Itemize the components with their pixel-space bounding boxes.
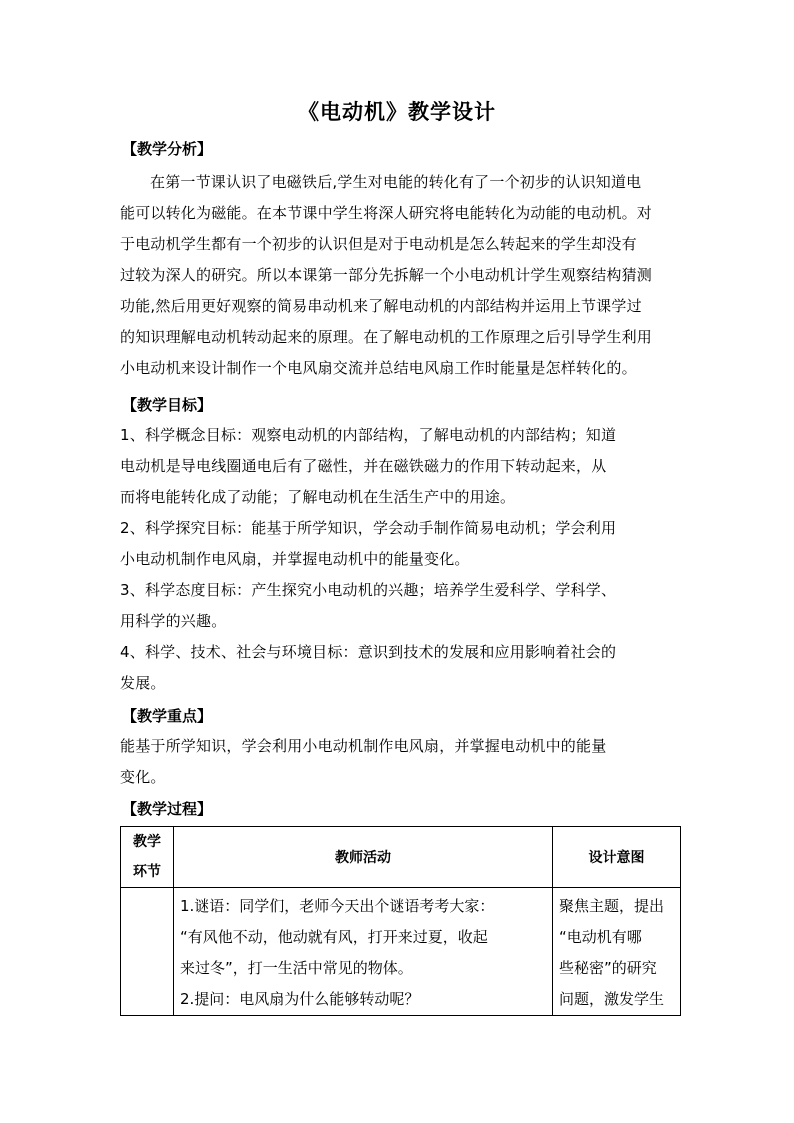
teacher-activity-line: 来过冬”，打一生活中常见的物体。 (180, 959, 413, 977)
process-table (120, 826, 681, 1016)
analysis-line: 过较为深人的研究。所以本课第一部分先拆解一个小电动机计学生观察结构猜测 (120, 266, 653, 284)
analysis-line: 于电动机学生都有一个初步的认识但是对于电动机是怎么转起来的学生却没有 (120, 235, 637, 253)
design-intent-line: 些秘密”的研究 (559, 959, 657, 977)
table-header-row (121, 827, 681, 888)
header-intent-label: 设计意图 (588, 850, 645, 866)
analysis-line: 的知识理解电动机转动起来的原理。在了解电动机的工作原理之后引导学生利用 (120, 328, 653, 346)
design-intent-cell (553, 888, 681, 1016)
teacher-activity-line: “有风他不动，他动就有风，打开来过夏，收起 (180, 928, 488, 946)
teacher-activity-line: 1.谜语：同学们，老师今天出个谜语考考大家： (180, 897, 495, 915)
goals-line: 而将电能转化成了动能；了解电动机在生活生产中的用途。 (120, 488, 516, 506)
analysis-line: 小电动机来设计制作一个电风扇交流并总结电风扇工作时能量是怎样转化的。 (120, 359, 637, 377)
analysis-line: 在第一节课认识了电磁铁后,学生对电能的转化有了一个初步的认识知道电 (150, 173, 642, 191)
section-heading-analysis: 【教学分析】 (122, 140, 213, 158)
document-title: 《电动机》教学设计 (298, 100, 496, 124)
header-cell-intent (553, 827, 681, 888)
goals-line: 4、科学、技术、社会与环境目标：意识到技术的发展和应用影响着社会的 (120, 643, 617, 661)
section-heading-goals: 【教学目标】 (122, 396, 213, 414)
stage-cell (121, 888, 174, 1016)
goals-line: 3、科学态度目标：产生探究小电动机的兴趣；培养学生爱科学、学科学、 (120, 581, 617, 599)
header-teacher-label: 教师活动 (335, 850, 391, 866)
key-points-line: 能基于所学知识，学会利用小电动机制作电风扇，并掌握电动机中的能量 (120, 737, 607, 755)
header-stage-bottom: 环节 (133, 864, 161, 880)
header-cell-teacher (174, 827, 553, 888)
design-intent-line: 问题，激发学生 (559, 990, 665, 1008)
goals-line: 电动机是导电线圈通电后有了磁性，并在磁铁磁力的作用下转动起来，从 (120, 457, 607, 475)
design-intent-line: “电动机有哪 (559, 928, 642, 946)
section-heading-process: 【教学过程】 (122, 800, 213, 818)
goals-line: 2、科学探究目标：能基于所学知识，学会动手制作简易电动机；学会利用 (120, 519, 617, 537)
teacher-activity-cell (174, 888, 553, 1016)
teacher-activity-line: 2.提问：电风扇为什么能够转动呢？ (180, 990, 420, 1008)
goals-line: 小电动机制作电风扇，并掌握电动机中的能量变化。 (120, 550, 470, 568)
analysis-line: 能可以转化为磁能。在本节课中学生将深人研究将电能转化为动能的电动机。对 (120, 204, 653, 222)
key-points-line: 变化。 (120, 768, 166, 786)
goals-line: 1、科学概念目标：观察电动机的内部结构，了解电动机的内部结构；知道 (120, 426, 617, 444)
analysis-line: 功能,然后用更好观察的简易串动机来了解电动机的内部结构并运用上节课学过 (120, 297, 642, 315)
table-row (121, 888, 681, 1016)
design-intent-line: 聚焦主题，提出 (559, 897, 665, 915)
header-cell-stage (121, 827, 174, 888)
goals-line: 用科学的兴趣。 (120, 612, 227, 630)
header-stage-top: 教学 (133, 834, 161, 850)
goals-line: 发展。 (120, 674, 166, 692)
section-heading-key-points: 【教学重点】 (122, 707, 213, 725)
